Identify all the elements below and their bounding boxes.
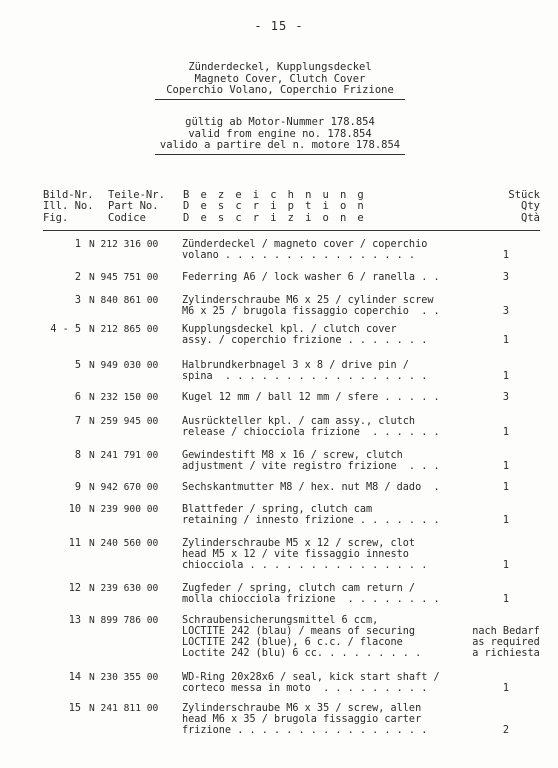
validity-underline — [155, 154, 405, 155]
validity-line-en: valid from engine no. 178.854 — [188, 127, 372, 140]
description-line: Schraubensicherungsmittel 6 ccm, — [182, 615, 379, 626]
part-number: N 241 791 00 — [89, 450, 159, 461]
description-line: Halbrundkerbnagel 3 x 8 / drive pin / — [182, 360, 409, 371]
quantity — [465, 583, 547, 605]
description-line: release / chiocciola frizione . . . . . . — [182, 427, 440, 438]
quantity-line — [465, 615, 547, 626]
header-figure-it: Fig. — [43, 211, 69, 224]
description-line: Zugfeder / spring, clutch cam return / — [182, 583, 416, 594]
validity-line-de: gültig ab Motor-Nummer 178.854 — [185, 116, 375, 128]
quantity-line: 2 — [502, 725, 510, 736]
description-line: Federring A6 / lock washer 6 / ranella . . — [182, 272, 440, 283]
quantity-line — [465, 239, 547, 250]
description-line: Zylinderschraube M6 x 25 / cylinder screw — [182, 295, 434, 306]
figure-number: 13 — [68, 615, 81, 626]
description-line: chiocciola . . . . . . . . . . . . . . . — [182, 560, 428, 571]
figure-number: 4 - 5 — [50, 324, 81, 335]
header-part-de: Teile-Nr. — [108, 189, 165, 201]
header-figure-de: Bild-Nr. — [43, 189, 94, 201]
quantity-line: 1 — [502, 371, 510, 382]
description-line: Zylinderschraube M6 x 35 / screw, allen — [182, 703, 422, 714]
quantity — [465, 416, 547, 438]
quantity-line — [465, 450, 547, 461]
description-line: head M5 x 12 / vite fissaggio innesto — [182, 549, 409, 560]
quantity-line: 1 — [502, 482, 510, 493]
description-line: Ausrückteller kpl. / cam assy., clutch — [182, 416, 416, 427]
description-line: Kupplungsdeckel kpl. / clutch cover — [182, 324, 397, 335]
description — [182, 360, 462, 382]
part-number: N 230 355 00 — [89, 672, 159, 683]
quantity-line: 1 — [502, 515, 510, 526]
validity-line-it: valido a partire del n. motore 178.854 — [159, 139, 401, 151]
header-part-en: Part No. — [108, 200, 159, 213]
part-number: N 945 751 00 — [89, 272, 159, 283]
part-number: N 259 945 00 — [89, 416, 159, 427]
quantity-line — [465, 703, 547, 714]
description-line: corteco messa in moto . . . . . . . . . — [182, 683, 428, 694]
description-line: Kugel 12 mm / ball 12 mm / sfere . . . . . — [182, 392, 440, 403]
quantity — [465, 272, 547, 283]
description-line: assy. / coperchio frizione . . . . . . . — [182, 335, 428, 346]
figure-number: 3 — [74, 295, 81, 306]
title-underline — [155, 99, 405, 100]
description — [182, 450, 462, 472]
part-number: N 949 030 00 — [89, 360, 159, 371]
quantity-line — [465, 416, 547, 427]
figure-number: 12 — [68, 583, 81, 594]
description — [182, 504, 462, 526]
description-line: frizione . . . . . . . . . . . . . . . . — [182, 725, 428, 736]
part-number: N 241 811 00 — [89, 703, 159, 714]
quantity — [465, 450, 547, 472]
part-number: N 899 786 00 — [89, 615, 159, 626]
description-line: M6 x 25 / brugola fissaggio coperchio . . — [182, 306, 440, 317]
quantity-line: 1 — [502, 427, 510, 438]
description — [182, 703, 462, 736]
figure-number: 2 — [74, 272, 81, 283]
figure-number: 9 — [74, 482, 81, 493]
description-line: Blattfeder / spring, clutch cam — [182, 504, 373, 515]
part-number: N 212 316 00 — [89, 239, 159, 250]
figure-number: 15 — [68, 703, 81, 714]
quantity-line: nach Bedarf — [472, 626, 540, 637]
part-number: N 212 865 00 — [89, 324, 159, 335]
figure-number: 10 — [68, 504, 81, 515]
quantity-line: 1 — [502, 250, 510, 261]
description — [182, 538, 462, 571]
title-line-it: Coperchio Volano, Coperchio Frizione — [166, 84, 394, 96]
quantity-line — [465, 538, 547, 549]
quantity — [465, 538, 547, 571]
quantity-line: 1 — [502, 594, 510, 605]
part-number: N 239 900 00 — [89, 504, 159, 515]
quantity-line: 1 — [502, 683, 510, 694]
description — [182, 239, 462, 261]
validity-note — [100, 117, 460, 155]
description — [182, 416, 462, 438]
description-line: Zünderdeckel / magneto cover / coperchio — [182, 239, 428, 250]
quantity-line: 3 — [502, 272, 510, 283]
description — [182, 295, 462, 317]
quantity-line — [465, 714, 547, 725]
description — [182, 672, 462, 694]
quantity — [465, 392, 547, 403]
page-number: - 15 - — [254, 19, 304, 33]
figure-number: 8 — [74, 450, 81, 461]
header-figure — [43, 190, 94, 224]
description-line: adjustment / vite registro frizione . . . — [182, 461, 440, 472]
header-rule — [43, 230, 540, 231]
quantity-line — [465, 295, 547, 306]
quantity — [465, 482, 547, 493]
quantity-line — [465, 324, 547, 335]
quantity — [465, 703, 547, 736]
quantity-line: 3 — [502, 306, 510, 317]
part-number: N 942 670 00 — [89, 482, 159, 493]
description — [182, 615, 462, 659]
description-line: LOCTITE 242 (blau) / means of securing — [182, 626, 416, 637]
quantity — [465, 324, 547, 346]
description — [182, 482, 462, 493]
quantity-line: a richiesta — [472, 648, 540, 659]
description-line: retaining / innesto frizione . . . . . . . — [182, 515, 440, 526]
description-line: LOCTITE 242 (blue), 6 c.c. / flacone — [182, 637, 403, 648]
figure-number: 5 — [74, 360, 81, 371]
title-line-de: Zünderdeckel, Kupplungsdeckel — [188, 61, 372, 73]
description-line: spina . . . . . . . . . . . . . . . . . — [182, 371, 428, 382]
header-desc-it: D e s c r i z i o n e — [183, 211, 367, 224]
quantity — [465, 672, 547, 694]
header-desc-de: B e z e i c h n u n g — [183, 189, 367, 201]
figure-number: 1 — [74, 239, 81, 250]
quantity-line — [465, 549, 547, 560]
description — [182, 324, 462, 346]
description-line: head M6 x 35 / brugola fissaggio carter — [182, 714, 422, 725]
quantity — [465, 504, 547, 526]
description-line: molla chiocciola frizione . . . . . . . . — [182, 594, 440, 605]
description — [182, 583, 462, 605]
part-number: N 239 630 00 — [89, 583, 159, 594]
description-line: Loctite 242 (blu) 6 cc. . . . . . . . . — [182, 648, 422, 659]
quantity — [465, 239, 547, 261]
quantity-line — [465, 360, 547, 371]
title-line-en: Magneto Cover, Clutch Cover — [194, 72, 366, 85]
quantity — [465, 360, 547, 382]
section-title — [100, 62, 460, 100]
quantity-line — [465, 672, 547, 683]
header-qty-de: Stück — [508, 189, 540, 201]
description — [182, 272, 462, 283]
header-part-it: Codice — [108, 211, 146, 224]
quantity-line: as required — [472, 637, 540, 648]
description-line: volano . . . . . . . . . . . . . . . . — [182, 250, 416, 261]
header-desc-en: D e s c r i p t i o n — [183, 200, 367, 213]
quantity — [465, 615, 547, 659]
figure-number: 14 — [68, 672, 81, 683]
quantity-line: 1 — [502, 461, 510, 472]
figure-number: 11 — [68, 538, 81, 549]
figure-number: 7 — [74, 416, 81, 427]
header-qty-en: Qty — [521, 200, 540, 213]
quantity-line: 1 — [502, 335, 510, 346]
header-figure-en: Ill. No. — [43, 200, 94, 213]
quantity — [465, 295, 547, 317]
header-quantity — [480, 190, 540, 224]
quantity-line: 1 — [502, 560, 510, 571]
header-qty-it: Qtà — [521, 211, 540, 224]
part-number: N 840 861 00 — [89, 295, 159, 306]
header-description — [183, 190, 366, 224]
quantity-line — [465, 583, 547, 594]
description-line: Sechskantmutter M8 / hex. nut M8 / dado . — [182, 482, 440, 493]
description-line: Gewindestift M8 x 16 / screw, clutch — [182, 450, 403, 461]
header-part-number — [108, 190, 165, 224]
description-line: Zylinderschraube M5 x 12 / screw, clot — [182, 538, 416, 549]
part-number: N 232 150 00 — [89, 392, 159, 403]
description-line: WD-Ring 20x28x6 / seal, kick start shaft / — [182, 672, 440, 683]
figure-number: 6 — [74, 392, 81, 403]
part-number: N 240 560 00 — [89, 538, 159, 549]
quantity-line: 3 — [502, 392, 510, 403]
description — [182, 392, 462, 403]
quantity-line — [465, 504, 547, 515]
